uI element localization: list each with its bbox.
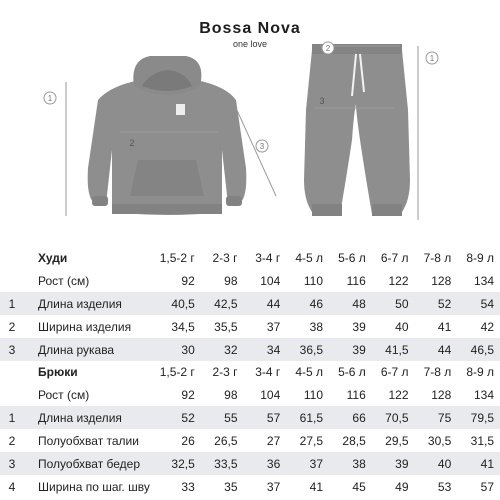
cell: 57	[480, 479, 494, 494]
cell: 122	[388, 387, 409, 402]
cell: 98	[224, 387, 238, 402]
cell: 57	[244, 406, 287, 429]
pants-header-num	[0, 360, 24, 383]
row-num	[0, 383, 24, 406]
cell: 27	[266, 433, 281, 448]
cell: 29,5	[385, 433, 409, 448]
cell: 54	[457, 292, 500, 315]
cell: 42,5	[201, 292, 244, 315]
cell: 27,5	[299, 433, 323, 448]
cell: 48	[329, 292, 372, 315]
pants-row-hips	[0, 452, 500, 475]
cell: 66	[329, 406, 372, 429]
cell: 110	[303, 387, 323, 402]
svg-text:3: 3	[259, 142, 265, 151]
cell: 32,5	[158, 452, 201, 475]
cell: 61,5	[286, 406, 329, 429]
cell: 52	[158, 406, 201, 429]
row-label: Длина рукава	[24, 338, 158, 361]
cell: 33	[181, 479, 195, 494]
pants-size-table	[0, 360, 500, 498]
cell: 39	[372, 452, 415, 475]
row-label: Ширина изделия	[38, 319, 132, 334]
brand-name: Bossa Nova	[199, 20, 301, 37]
cell: 128	[431, 387, 452, 402]
hoodie-size: 1,5-2 г	[159, 250, 195, 265]
svg-text:3: 3	[319, 96, 325, 106]
pants-image	[304, 44, 410, 216]
row-label: Полуобхват бедер	[24, 452, 158, 475]
cell: 49	[395, 479, 409, 494]
cell: 39	[352, 319, 366, 334]
cell: 32	[201, 338, 244, 361]
pants-row-length	[0, 406, 500, 429]
marker-hoodie-1	[44, 92, 56, 104]
cell: 26,5	[214, 433, 238, 448]
cell: 128	[431, 273, 452, 288]
cell: 41,5	[372, 338, 415, 361]
cell: 104	[260, 387, 281, 402]
cell: 75	[415, 406, 458, 429]
row-label: Длина изделия	[24, 292, 158, 315]
cell: 34,5	[171, 319, 195, 334]
cell: 134	[473, 273, 494, 288]
cell: 116	[346, 387, 366, 402]
cell: 52	[415, 292, 458, 315]
pants-row-height	[0, 383, 500, 406]
svg-text:2: 2	[129, 138, 135, 148]
cell: 30	[158, 338, 201, 361]
cell: 34	[244, 338, 287, 361]
hoodie-size-table	[0, 246, 500, 361]
pants-size: 1,5-2 г	[159, 364, 195, 379]
pants-size: 4-5 л	[295, 364, 323, 379]
row-num: 2	[8, 319, 16, 334]
marker-hoodie-2	[129, 138, 134, 148]
cell: 45	[352, 479, 366, 494]
pants-size: 5-6 л	[338, 364, 366, 379]
cell: 31,5	[470, 433, 494, 448]
row-label: Длина изделия	[24, 406, 158, 429]
cell: 53	[437, 479, 452, 494]
hoodie-title: Худи	[38, 250, 68, 265]
pants-size: 7-8 л	[423, 364, 452, 379]
cell: 39	[329, 338, 372, 361]
row-num: 1	[0, 406, 24, 429]
cell: 42	[480, 319, 494, 334]
row-num: 3	[0, 452, 24, 475]
cell: 70,5	[372, 406, 415, 429]
pants-row-inseam	[0, 475, 500, 498]
pants-title: Брюки	[38, 364, 78, 379]
cell: 33,5	[201, 452, 244, 475]
cell: 98	[224, 273, 238, 288]
cell: 44	[244, 292, 287, 315]
cell: 79,5	[457, 406, 500, 429]
cell: 36	[244, 452, 287, 475]
cell: 30,5	[427, 433, 452, 448]
cell: 46	[286, 292, 329, 315]
cell: 38	[309, 319, 323, 334]
cell: 28,5	[342, 433, 366, 448]
cell: 40	[395, 319, 409, 334]
hoodie-image	[88, 56, 247, 215]
cell: 38	[329, 452, 372, 475]
hoodie-size: 4-5 л	[295, 250, 323, 265]
row-num	[0, 269, 24, 292]
hoodie-row-width	[0, 315, 500, 338]
row-label: Полуобхват талии	[38, 433, 139, 448]
hoodie-header-row	[0, 246, 500, 269]
row-num: 2	[8, 433, 16, 448]
cell: 37	[266, 319, 281, 334]
cell: 92	[181, 273, 195, 288]
hoodie-size: 3-4 г	[255, 250, 281, 265]
cell: 35,5	[214, 319, 238, 334]
cell: 40,5	[158, 292, 201, 315]
cell: 35	[224, 479, 238, 494]
pants-size: 6-7 л	[380, 364, 409, 379]
cell: 116	[346, 273, 366, 288]
marker-pants-2	[322, 42, 334, 54]
hoodie-size: 8-9 л	[466, 250, 494, 265]
pants-size: 3-4 г	[255, 364, 281, 379]
hoodie-size: 2-3 г	[212, 250, 238, 265]
hoodie-row-length	[0, 292, 500, 315]
cell: 37	[286, 452, 329, 475]
marker-pants-3	[319, 96, 324, 106]
cell: 26	[181, 433, 195, 448]
hoodie-row-sleeve	[0, 338, 500, 361]
pants-header-row	[0, 360, 500, 383]
cell: 55	[201, 406, 244, 429]
hoodie-size: 5-6 л	[338, 250, 366, 265]
row-label: Ширина по шаг. шву	[38, 479, 150, 494]
hoodie-row-height	[0, 269, 500, 292]
brand-tagline: one love	[232, 39, 268, 49]
cell: 40	[415, 452, 458, 475]
garment-illustration	[0, 0, 500, 240]
pants-size: 8-9 л	[466, 364, 494, 379]
cell: 41	[457, 452, 500, 475]
row-label: Рост (см)	[38, 387, 90, 402]
marker-pants-1	[426, 52, 438, 64]
cell: 134	[473, 387, 494, 402]
hoodie-header-num	[0, 246, 24, 269]
cell: 50	[372, 292, 415, 315]
pants-size: 2-3 г	[212, 364, 238, 379]
svg-text:1: 1	[47, 94, 53, 103]
cell: 41	[437, 319, 452, 334]
row-num: 1	[0, 292, 24, 315]
cell: 37	[266, 479, 281, 494]
row-label: Рост (см)	[38, 273, 90, 288]
svg-text:2: 2	[325, 44, 331, 53]
row-num: 3	[0, 338, 24, 361]
cell: 44	[415, 338, 458, 361]
hoodie-size: 7-8 л	[423, 250, 452, 265]
cell: 92	[181, 387, 195, 402]
cell: 36,5	[286, 338, 329, 361]
cell: 122	[388, 273, 409, 288]
marker-hoodie-3	[256, 140, 268, 152]
pants-row-waist	[0, 429, 500, 452]
cell: 104	[260, 273, 281, 288]
cell: 41	[309, 479, 323, 494]
row-num: 4	[8, 479, 16, 494]
svg-text:1: 1	[429, 54, 435, 63]
cell: 110	[303, 273, 323, 288]
cell: 46,5	[457, 338, 500, 361]
hoodie-size: 6-7 л	[380, 250, 409, 265]
